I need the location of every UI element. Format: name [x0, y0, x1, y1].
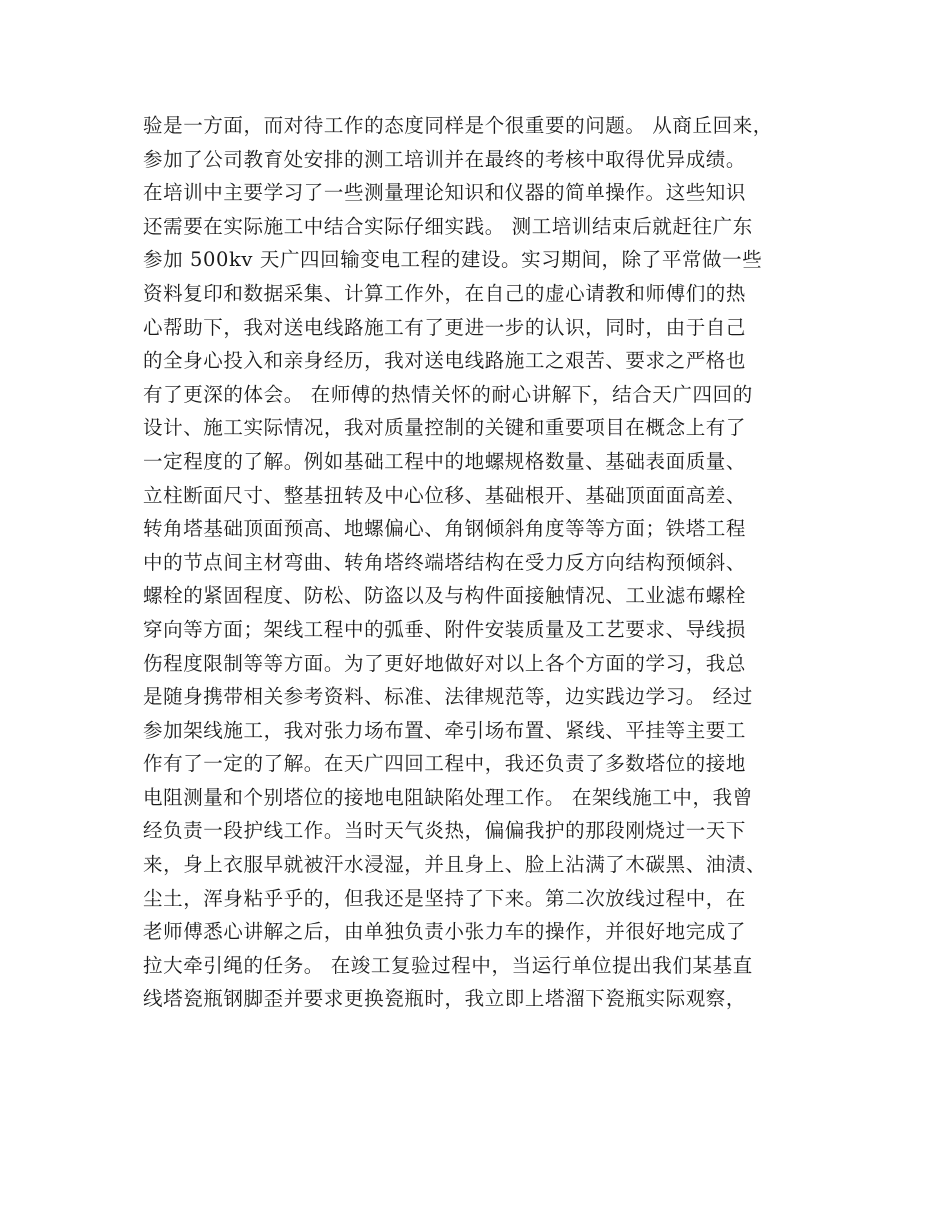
body-text	[143, 109, 823, 1016]
text-line: 伤程度限制等等方面。为了更好地做好对以上各个方面的学习，我总	[143, 651, 747, 675]
text-line: 线塔瓷瓶钢脚歪并要求更换瓷瓶时，我立即上塔溜下瓷瓶实际观察，	[143, 987, 747, 1011]
text-line: 经负责一段护线工作。当时天气炎热，偏偏我护的那段刚烧过一天下	[143, 819, 747, 843]
text-line: 老师傅悉心讲解之后，由单独负责小张力车的操作，并很好地完成了	[143, 920, 747, 944]
text-line: 还需要在实际施工中结合实际仔细实践。 测工培训结束后就赶往广东	[143, 214, 753, 238]
text-line: 参加了公司教育处安排的测工培训并在最终的考核中取得优异成绩。	[143, 147, 747, 171]
text-line: 螺栓的紧固程度、防松、防盗以及与构件面接触情况、工业滤布螺栓	[143, 584, 747, 608]
text-line: 资料复印和数据采集、计算工作外，在自己的虚心请教和师傅们的热	[143, 281, 747, 305]
text-line: 参加架线施工，我对张力场布置、牵引场布置、紧线、平挂等主要工	[143, 718, 747, 742]
text-line: 在培训中主要学习了一些测量理论知识和仪器的简单操作。这些知识	[143, 181, 747, 205]
text-line: 参加 500kv 天广四回输变电工程的建设。实习期间，除了平常做一些	[143, 248, 763, 272]
text-line: 有了更深的体会。 在师傅的热情关怀的耐心讲解下，结合天广四回的	[143, 382, 753, 406]
text-line: 验是一方面，而对待工作的态度同样是个很重要的问题。 从商丘回来，	[143, 114, 773, 137]
text-line: 穿向等方面；架线工程中的弧垂、附件安装质量及工艺要求、导线损	[143, 617, 747, 641]
text-line: 转角塔基础顶面预高、地螺偏心、角钢倾斜角度等等方面；铁塔工程	[143, 517, 747, 541]
text-line: 立柱断面尺寸、整基扭转及中心位移、基础根开、基础顶面面高差、	[143, 483, 747, 507]
text-line: 电阻测量和个别塔位的接地电阻缺陷处理工作。 在架线施工中，我曾	[143, 785, 753, 809]
text-line: 设计、施工实际情况，我对质量控制的关键和重要项目在概念上有了	[143, 416, 747, 440]
text-line: 作有了一定的了解。在天广四回工程中，我还负责了多数塔位的接地	[143, 752, 747, 776]
text-line: 的全身心投入和亲身经历，我对送电线路施工之艰苦、要求之严格也	[143, 349, 747, 373]
text-line: 中的节点间主材弯曲、转角塔终端塔结构在受力反方向结构预倾斜、	[143, 550, 747, 574]
text-line: 是随身携带相关参考资料、标准、法律规范等，边实践边学习。 经过	[143, 685, 753, 709]
text-line: 一定程度的了解。例如基础工程中的地螺规格数量、基础表面质量、	[143, 449, 747, 473]
text-line: 来，身上衣服早就被汗水浸湿，并且身上、脸上沾满了木碳黑、油渍、	[143, 853, 767, 877]
text-line: 心帮助下，我对送电线路施工有了更进一步的认识，同时，由于自己	[143, 315, 747, 339]
text-line: 拉大牵引绳的任务。 在竣工复验过程中，当运行单位提出我们某基直	[143, 953, 753, 977]
text-line: 尘土，浑身粘乎乎的，但我还是坚持了下来。第二次放线过程中，在	[143, 886, 747, 910]
